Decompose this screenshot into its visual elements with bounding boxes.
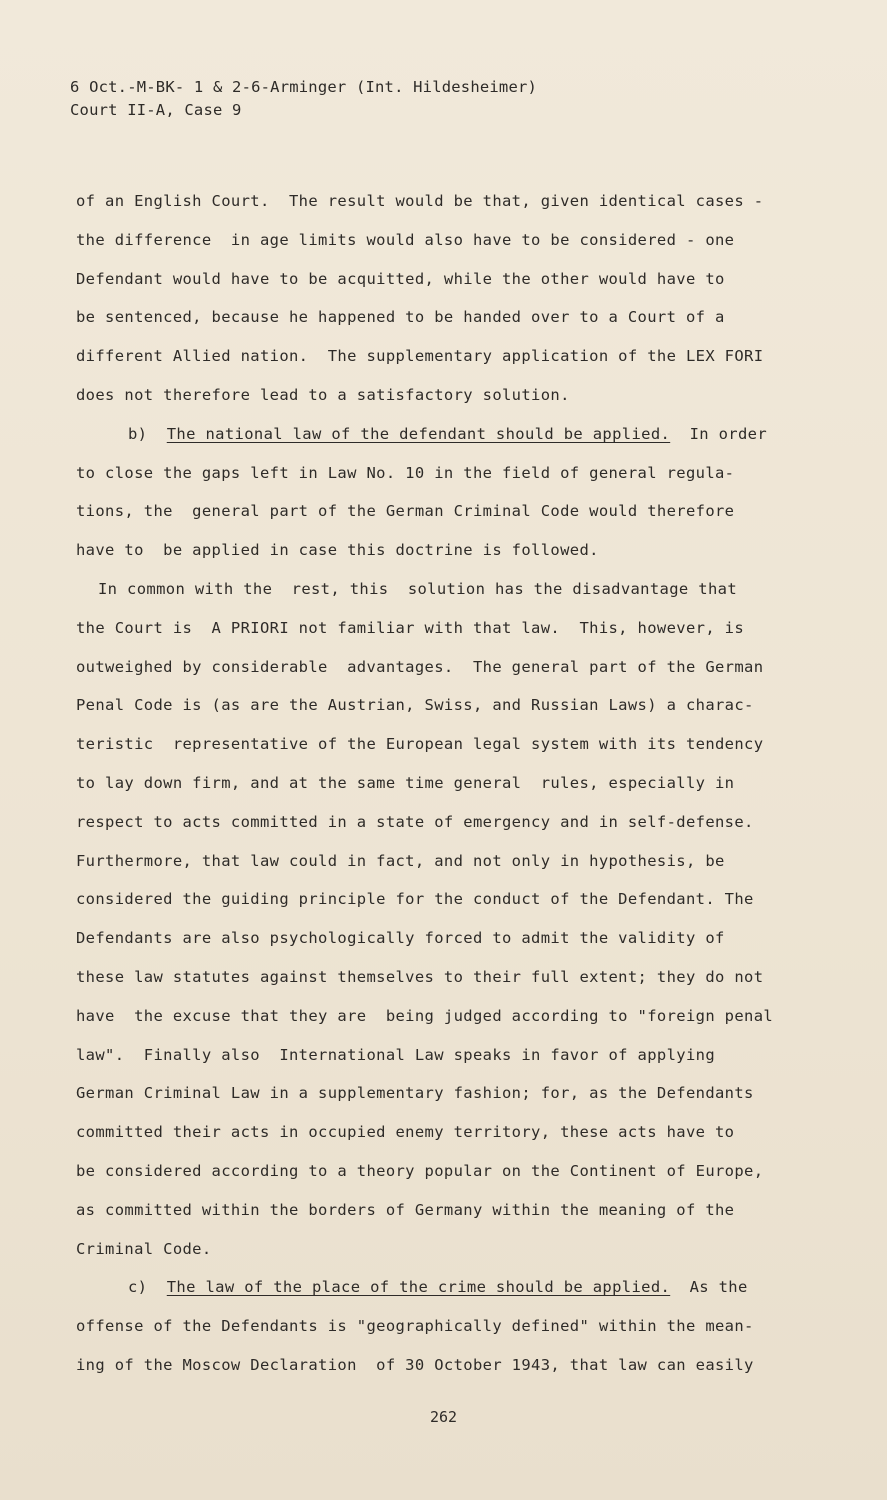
paragraph-b-tail: In order	[670, 424, 768, 443]
paragraph-c-heading-line	[76, 1276, 776, 1315]
text-line: these law statutes against themselves to their full extent; they do not	[76, 967, 764, 986]
text-line: of an English Court. The result would be that, given identical cases -	[76, 192, 764, 210]
text-line: offense of the Defendants is "geographically defined" within the mean-	[76, 1317, 754, 1336]
text-line: teristic representative of the European legal system with its tendency	[76, 735, 764, 754]
text-line: be sentenced, because he happened to be handed over to a Court of a	[76, 308, 725, 327]
text-line: Defendants are also psychologically forced to admit the validity of	[76, 929, 725, 948]
text-line: have to be applied in case this doctrine is followed.	[76, 541, 599, 560]
body-text	[76, 190, 776, 1393]
text-line: law". Finally also International Law speaks in favor of applying	[76, 1045, 715, 1064]
text-line: the Court is A PRIORI not familiar with that law. This, however, is	[76, 618, 745, 637]
paragraph-b-heading: The national law of the defendant should be applied.	[166, 424, 671, 443]
text-line: German Criminal Law in a supplementary fashion; for, as the Defendants	[76, 1084, 754, 1103]
text-line: Defendant would have to be acquitted, while the other would have to	[76, 269, 725, 288]
text-line: different Allied nation. The supplementary application of the LEX FORI	[76, 347, 764, 366]
text-line: considered the guiding principle for the conduct of the Defendant. The	[76, 890, 754, 909]
text-line: Furthermore, that law could in fact, and not only in hypothesis, be	[76, 851, 725, 870]
text-line: as committed within the borders of Germany within the meaning of the	[76, 1200, 735, 1219]
header-line-2: Court II-A, Case 9	[70, 101, 242, 119]
text-line: committed their acts in occupied enemy territory, these acts have to	[76, 1123, 735, 1142]
text-line: ing of the Moscow Declaration of 30 October 1943, that law can easily	[76, 1355, 754, 1374]
paragraph-c-tail: As the	[670, 1278, 748, 1297]
text-line: In common with the rest, this solution has the disadvantage that	[98, 579, 737, 598]
text-line: respect to acts committed in a state of emergency and in self-defense.	[76, 812, 754, 831]
text-line: be considered according to a theory popular on the Continent of Europe,	[76, 1161, 764, 1180]
text-line: have the excuse that they are being judged according to "foreign penal	[76, 1006, 774, 1025]
paragraph-b-heading-line	[76, 423, 776, 462]
text-line: Penal Code is (as are the Austrian, Swiss, and Russian Laws) a charac-	[76, 696, 754, 715]
page-header	[70, 76, 537, 122]
text-line: to lay down firm, and at the same time general rules, especially in	[76, 773, 735, 792]
paragraph-b-label: b)	[128, 424, 148, 443]
text-line: tions, the general part of the German Criminal Code would therefore	[76, 502, 735, 521]
text-line: does not therefore lead to a satisfactory solution.	[76, 385, 570, 404]
text-line: outweighed by considerable advantages. The general part of the German	[76, 657, 764, 676]
text-line: to close the gaps left in Law No. 10 in the field of general regula-	[76, 463, 735, 482]
paragraph-c-label: c)	[128, 1278, 148, 1297]
text-line: the difference in age limits would also have to be considered - one	[76, 230, 735, 249]
paragraph-c-heading: The law of the place of the crime should be applied.	[166, 1278, 671, 1297]
page-number: 262	[429, 1408, 458, 1426]
text-line: Criminal Code.	[76, 1239, 212, 1258]
header-line-1: 6 Oct.-M-BK- 1 & 2-6-Arminger (Int. Hildesheimer)	[70, 78, 538, 96]
